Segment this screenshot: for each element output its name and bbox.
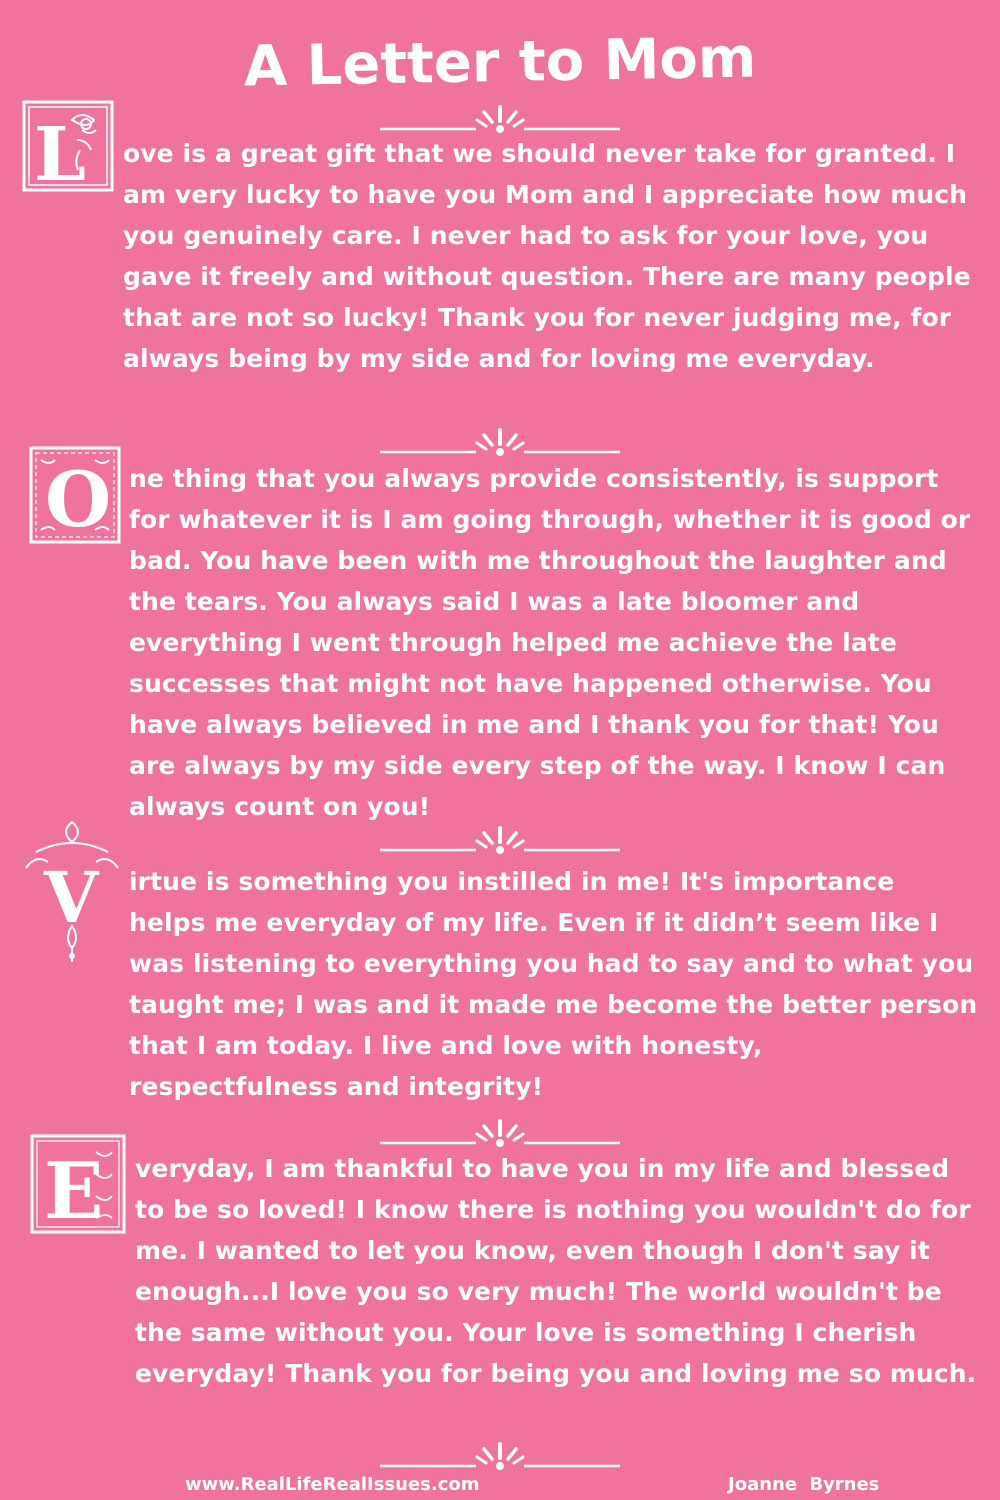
- paragraph-virtue: [129, 861, 979, 1107]
- svg-text:E: E: [44, 1146, 104, 1234]
- decorative-initial-o-icon: [29, 446, 121, 544]
- paragraph-love: [123, 133, 983, 379]
- paragraph-text: ove is a great gift that we should never take for granted. I am very lucky to have you Mom and I appreciate how much you genuinely care. I never had to ask for your love, you gave it freely and without question. There are many people that are not so lucky! Thank you for never judging me, for always being by my side and for loving me everyday.: [123, 139, 971, 373]
- ornament-divider: [380, 1117, 620, 1147]
- paragraph-one-thing: [129, 458, 979, 827]
- ornament-divider: [380, 103, 620, 133]
- decorative-initial-v-icon: [22, 818, 122, 966]
- website-link[interactable]: www.RealLifeRealIssues.com: [185, 1474, 480, 1495]
- paragraph-text: veryday, I am thankful to have you in my life and blessed to be so loved! I know there is nothing you wouldn't do for me. I wanted to let you know, even though I don't say it enough...I love you so very much! The world wouldn't be the same without you. Your love is something I cherish everyday! Thank you for being you and loving me so much.: [135, 1154, 977, 1388]
- paragraph-everyday: [135, 1148, 985, 1394]
- paragraph-text: irtue is something you instilled in me! It's importance helps me everyday of my life. Even if it didn’t seem like I was listening to everything you had to say and to what you taught me; I was and it made me become the better person that I am today. I live and love with honesty, respectfulness and integrity!: [129, 867, 978, 1101]
- svg-text:L: L: [34, 112, 87, 192]
- ornament-divider: [380, 824, 620, 854]
- paragraph-text: ne thing that you always provide consistently, is support for whatever it is I am going through, whether it is good or bad. You have been with me throughout the laughter and the tears. You always said I was a late bloomer and everything I went through helped me achieve the late successes that might not have happened otherwise. You have always believed in me and I thank you for that! You are always by my side every step of the way. I know I can always count on you!: [129, 464, 971, 821]
- page-title: A Letter to Mom: [243, 25, 757, 100]
- author-name: Joanne Byrnes: [728, 1474, 880, 1495]
- decorative-initial-e-icon: [30, 1134, 126, 1234]
- ornament-divider: [380, 1440, 620, 1470]
- ornament-divider: [380, 426, 620, 456]
- decorative-initial-l-icon: [22, 100, 114, 192]
- svg-text:O: O: [45, 455, 112, 544]
- svg-text:V: V: [44, 856, 99, 939]
